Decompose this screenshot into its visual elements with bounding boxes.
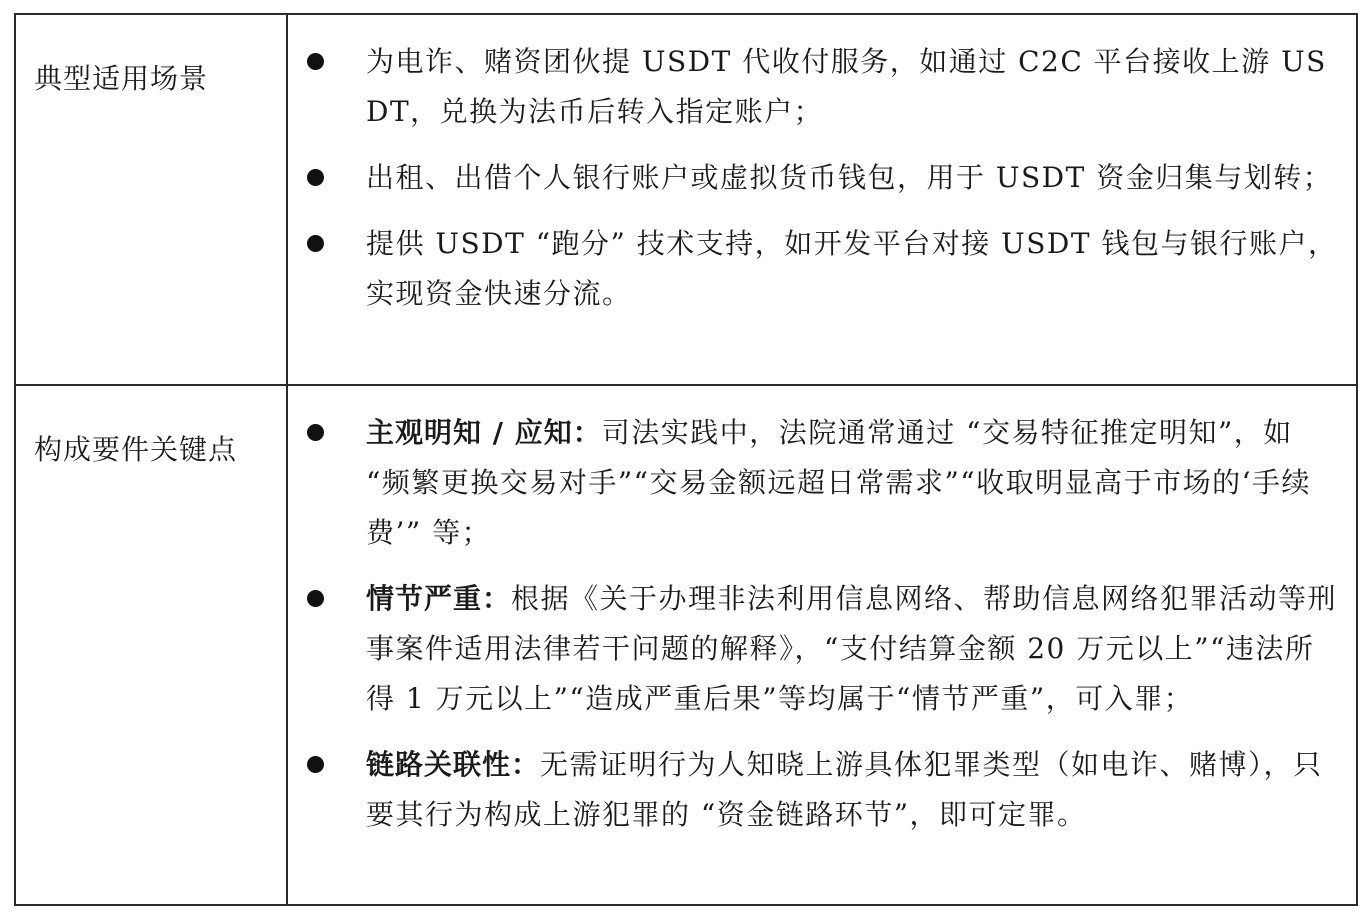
item-text: 司法实践中，法院通常通过 “交易特征推定明知”，如 “频繁更换交易对手”“交易金额远超日常需求”“收取明显高于市场的‘手续费’” 等； — [366, 416, 1311, 549]
list-item — [288, 219, 1340, 319]
bullet-icon — [307, 756, 324, 773]
list-item — [288, 408, 1340, 558]
row-label: 典型适用场景 — [34, 62, 209, 95]
table-row-scenarios — [15, 14, 1357, 385]
list-item — [288, 574, 1340, 724]
row-label-cell — [15, 14, 287, 385]
item-heading: 情节严重： — [366, 582, 512, 615]
list-item — [288, 37, 1340, 137]
item-heading: 链路关联性： — [366, 748, 541, 781]
list-item — [288, 740, 1340, 840]
item-text: 根据《关于办理非法利用信息网络、帮助信息网络犯罪活动等刑事案件适用法律若干问题的解释》，“支付结算金额 20 万元以上”“违法所得 1 万元以上”“造成严重后果”等均属于“情节严重”，可入罪； — [366, 582, 1338, 715]
bullet-icon — [307, 235, 324, 252]
item-text: 提供 USDT “跑分” 技术支持，如开发平台对接 USDT 钱包与银行账户，实现资金快速分流。 — [366, 227, 1338, 310]
row-label-cell — [15, 385, 287, 905]
bullet-icon — [307, 53, 324, 70]
row-content-cell — [287, 385, 1357, 905]
item-text: 出租、出借个人银行账户或虚拟货币钱包，用于 USDT 资金归集与划转； — [366, 161, 1333, 194]
list-item — [288, 153, 1340, 203]
bullet-icon — [307, 169, 324, 186]
table-row-key-points — [15, 385, 1357, 905]
item-text: 无需证明行为人知晓上游具体犯罪类型（如电诈、赌博），只要其行为构成上游犯罪的 “资金链路环节”，即可定罪。 — [366, 748, 1323, 831]
item-text: 为电诈、赌资团伙提 USDT 代收付服务，如通过 C2C 平台接收上游 USDT，兑换为法币后转入指定账户； — [366, 45, 1327, 128]
content-table — [14, 13, 1358, 906]
row-label: 构成要件关键点 — [34, 433, 238, 466]
bullet-icon — [307, 424, 324, 441]
row-content-cell — [287, 14, 1357, 385]
item-heading: 主观明知 / 应知： — [366, 416, 602, 449]
bullet-icon — [307, 590, 324, 607]
